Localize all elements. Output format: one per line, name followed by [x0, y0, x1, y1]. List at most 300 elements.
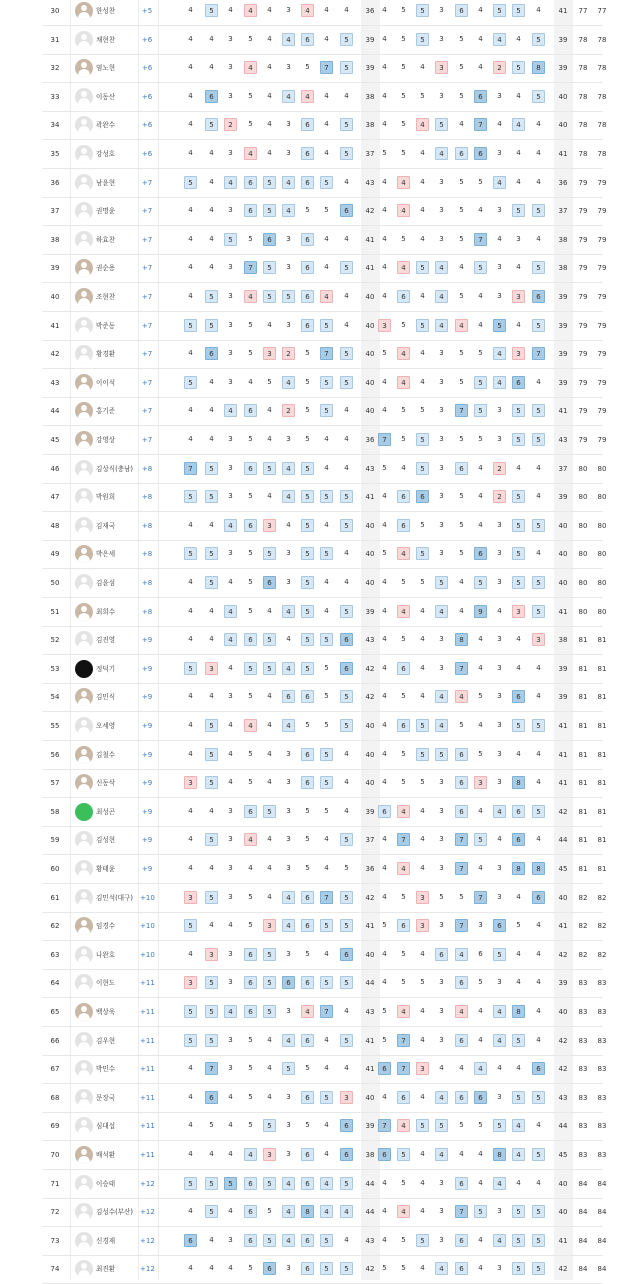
hole-score-3: 3	[228, 1035, 233, 1044]
back-hole-score-6: 5	[474, 376, 487, 389]
table-row[interactable]	[0, 855, 640, 884]
table-row[interactable]	[0, 54, 640, 83]
back-hole-score-4: 3	[439, 835, 444, 844]
r2-total: 81	[597, 722, 607, 730]
hole-score-4: 4	[248, 377, 253, 386]
avatar	[75, 603, 93, 621]
rank-cell: 50	[50, 579, 60, 587]
out-total: 42	[365, 693, 375, 702]
hole-score-7: 6	[301, 919, 314, 932]
hole-score-1: 5	[184, 547, 197, 560]
avatar-head-icon	[81, 234, 87, 240]
hole-score-3: 3	[228, 492, 233, 501]
player-name[interactable]: 채현찬	[96, 35, 116, 44]
hole-score-9: 5	[340, 147, 353, 160]
out-total: 40	[365, 407, 375, 416]
player-name[interactable]: 김재국	[96, 521, 116, 530]
player-name[interactable]: 권명윤	[96, 207, 116, 216]
avatar-body-icon	[78, 927, 90, 935]
avatar-body-icon	[78, 212, 90, 220]
back-hole-score-7: 4	[493, 805, 506, 818]
back-hole-score-2: 5	[401, 234, 406, 243]
back-hole-score-3: 5	[416, 261, 429, 274]
out-total: 38	[365, 92, 375, 101]
avatar	[75, 631, 93, 649]
table-row[interactable]	[0, 283, 640, 312]
hole-score-5: 5	[267, 1207, 272, 1216]
table-row[interactable]	[0, 1227, 640, 1256]
player-name[interactable]: 박원희	[96, 493, 116, 502]
hole-score-4: 5	[248, 1092, 253, 1101]
hole-score-6: 3	[286, 835, 291, 844]
hole-score-2: 7	[205, 1062, 218, 1075]
table-row[interactable]	[0, 0, 640, 26]
avatar	[75, 574, 93, 592]
r1-total: 83	[578, 1036, 588, 1045]
hole-score-3: 3	[228, 864, 233, 872]
hole-score-1: 5	[184, 319, 197, 332]
hole-score-1: 4	[188, 263, 193, 272]
hole-score-3: 2	[224, 118, 237, 131]
back-hole-score-1: 4	[382, 892, 387, 901]
back-hole-score-5: 6	[455, 776, 468, 789]
hole-score-8: 4	[320, 290, 333, 303]
hole-score-3: 4	[228, 721, 233, 729]
hole-score-4: 5	[248, 120, 253, 129]
back-hole-score-1: 3	[378, 319, 391, 332]
back-hole-score-6: 5	[474, 1205, 487, 1218]
hole-score-4: 6	[244, 519, 257, 532]
to-par: +7	[141, 207, 153, 216]
r1-total: 83	[578, 979, 588, 988]
rank-cell: 49	[50, 550, 60, 559]
rank-cell: 66	[50, 1036, 60, 1045]
back-hole-score-4: 3	[439, 1007, 444, 1015]
out-total: 40	[365, 378, 375, 387]
player-name[interactable]: 김진영	[96, 636, 116, 645]
back-hole-score-2: 5	[401, 34, 406, 43]
table-row[interactable]	[0, 884, 640, 913]
to-par: +8	[141, 464, 153, 473]
player-name[interactable]: 염노현	[96, 64, 116, 73]
avatar	[75, 889, 93, 907]
hole-score-7: 5	[301, 605, 314, 618]
player-name[interactable]: 신동삭	[96, 779, 116, 788]
table-row[interactable]	[0, 1055, 640, 1084]
player-name[interactable]: 오세영	[96, 722, 116, 730]
avatar-body-icon	[78, 899, 90, 907]
back-hole-score-5: 4	[455, 1005, 468, 1018]
back-hole-score-5: 4	[459, 578, 464, 586]
player-name[interactable]: 나완호	[96, 950, 116, 959]
player-name[interactable]: 이승태	[96, 1179, 116, 1188]
back-hole-score-9: 5	[532, 1148, 545, 1161]
hole-score-2: 4	[209, 921, 214, 930]
table-row[interactable]	[0, 397, 640, 426]
hole-score-1: 4	[188, 806, 193, 815]
table-row[interactable]	[0, 512, 640, 541]
table-row[interactable]	[0, 455, 640, 484]
avatar-head-icon	[81, 91, 87, 97]
back-hole-score-2: 6	[397, 662, 410, 675]
back-hole-score-3: 5	[416, 1234, 429, 1247]
hole-score-6: 4	[282, 1205, 295, 1218]
table-row[interactable]	[0, 569, 640, 598]
back-hole-score-1: 4	[382, 263, 387, 272]
table-row[interactable]	[0, 1112, 640, 1141]
table-row[interactable]	[0, 369, 640, 398]
hole-score-5: 4	[267, 835, 272, 844]
back-hole-score-9: 5	[532, 1205, 545, 1218]
hole-score-5: 4	[267, 864, 272, 872]
table-row[interactable]	[0, 1141, 640, 1170]
back-hole-score-8: 8	[512, 776, 525, 789]
out-total: 43	[365, 464, 375, 473]
player-name[interactable]: 김민식	[96, 693, 116, 702]
table-row[interactable]	[0, 197, 640, 226]
table-row[interactable]	[0, 483, 640, 512]
back-hole-score-9: 4	[536, 778, 541, 787]
player-name[interactable]: 박준동	[96, 321, 116, 330]
player-name[interactable]: 백상욱	[96, 1008, 116, 1016]
r2-total: 83	[597, 1093, 607, 1102]
to-par: +12	[140, 1208, 155, 1217]
hole-score-4: 6	[244, 462, 257, 475]
back-hole-score-5: 7	[455, 862, 468, 875]
table-row[interactable]	[0, 140, 640, 169]
hole-score-5: 4	[267, 6, 272, 14]
player-name[interactable]: 이현도	[96, 979, 116, 988]
table-row[interactable]	[0, 426, 640, 455]
hole-score-4: 5	[248, 692, 253, 701]
hole-score-7: 4	[301, 4, 314, 17]
player-name[interactable]: 김우현	[96, 1036, 116, 1045]
player-name[interactable]: 박민수	[96, 1065, 116, 1074]
hole-score-4: 4	[244, 147, 257, 160]
r1-total: 79	[578, 350, 588, 359]
hole-score-9: 6	[340, 948, 353, 961]
hole-score-6: 2	[282, 404, 295, 417]
hole-score-4: 5	[248, 320, 253, 329]
player-name[interactable]: 황경환	[96, 350, 116, 359]
back-hole-score-2: 5	[401, 978, 406, 987]
hole-score-7: 6	[301, 33, 314, 46]
table-row[interactable]	[0, 312, 640, 341]
hole-score-6: 3	[286, 435, 291, 443]
table-row[interactable]	[0, 83, 640, 112]
hole-score-1: 3	[184, 976, 197, 989]
back-hole-score-2: 6	[397, 919, 410, 932]
table-row[interactable]	[0, 912, 640, 941]
r1-total: 83	[578, 1151, 588, 1159]
hole-score-4: 4	[244, 4, 257, 17]
hole-score-2: 4	[209, 520, 214, 529]
table-row[interactable]	[0, 111, 640, 140]
table-row[interactable]	[0, 769, 640, 798]
player-name[interactable]: 강영상	[96, 436, 116, 444]
back-hole-score-1: 4	[382, 978, 387, 987]
r1-total: 84	[578, 1179, 588, 1188]
hole-score-4: 6	[244, 404, 257, 417]
table-row[interactable]	[0, 226, 640, 255]
hole-score-9: 6	[340, 633, 353, 646]
back-hole-score-2: 6	[397, 519, 410, 532]
table-row[interactable]	[0, 712, 640, 741]
avatar-head-icon	[81, 1092, 87, 1098]
back-hole-score-3: 4	[420, 949, 425, 958]
table-row[interactable]	[0, 998, 640, 1027]
hole-score-3: 3	[228, 263, 233, 272]
table-row[interactable]	[0, 1170, 640, 1199]
hole-score-4: 5	[248, 1035, 253, 1044]
back-hole-score-8: 5	[512, 576, 525, 589]
hole-score-4: 5	[248, 435, 253, 443]
back-hole-score-6: 5	[474, 404, 487, 417]
player-name[interactable]: 최희수	[96, 607, 116, 616]
table-row[interactable]	[0, 1027, 640, 1056]
hole-score-7: 5	[305, 406, 310, 415]
back-hole-score-8: 4	[516, 149, 521, 157]
hole-score-3: 3	[228, 349, 233, 358]
back-hole-score-1: 5	[382, 1264, 387, 1273]
avatar-body-icon	[78, 412, 90, 420]
hole-score-7: 5	[305, 206, 310, 215]
r1-total: 79	[578, 264, 588, 273]
avatar-head-icon	[81, 405, 87, 411]
rank-cell: 39	[50, 264, 60, 273]
in-total: 41	[558, 607, 568, 616]
hole-score-3: 4	[224, 1005, 237, 1018]
player-name[interactable]: 곽완수	[96, 121, 116, 130]
table-row[interactable]	[0, 340, 640, 369]
avatar-body-icon	[78, 641, 90, 649]
back-hole-score-9: 5	[532, 1234, 545, 1247]
player-name[interactable]: 남윤현	[96, 178, 116, 187]
r1-total: 81	[578, 779, 588, 788]
back-hole-score-4: 3	[439, 349, 444, 358]
hole-score-3: 3	[228, 463, 233, 472]
hole-score-2: 5	[205, 1005, 218, 1018]
to-par: +12	[140, 1236, 155, 1245]
in-total: 39	[558, 378, 568, 387]
player-name[interactable]: 배석환	[96, 1151, 116, 1159]
in-total: 38	[558, 264, 568, 273]
hole-score-4: 6	[244, 805, 257, 818]
hole-score-9: 5	[340, 376, 353, 389]
back-hole-score-9: 4	[536, 120, 541, 129]
player-name[interactable]: 최진환	[96, 1265, 116, 1274]
back-hole-score-6: 4	[478, 1178, 483, 1187]
avatar-head-icon	[81, 1206, 87, 1212]
player-name[interactable]: 김윤섬	[96, 579, 116, 587]
player-name[interactable]: 최성곤	[96, 807, 116, 816]
avatar	[75, 831, 93, 849]
back-hole-score-9: 5	[532, 1262, 545, 1275]
hole-score-7: 5	[305, 377, 310, 386]
r1-total: 77	[578, 7, 588, 15]
rank-cell: 57	[50, 779, 60, 788]
hole-score-3: 4	[228, 1121, 233, 1130]
back-hole-score-7: 3	[497, 1092, 502, 1101]
player-name[interactable]: 김민석(대구)	[96, 893, 133, 902]
out-total: 40	[365, 579, 375, 587]
out-total: 36	[365, 7, 375, 15]
avatar-head-icon	[81, 1035, 87, 1041]
hole-score-4: 5	[248, 749, 253, 758]
player-name[interactable]: 조현찬	[96, 293, 116, 301]
hole-score-3: 4	[228, 1207, 233, 1216]
rank-cell: 62	[50, 922, 60, 931]
back-hole-score-3: 4	[420, 1007, 425, 1015]
back-hole-score-6: 5	[478, 1121, 483, 1130]
table-row[interactable]	[0, 798, 640, 827]
back-hole-score-7: 3	[497, 292, 502, 300]
back-hole-score-5: 5	[459, 435, 464, 443]
back-hole-score-4: 5	[439, 892, 444, 901]
hole-score-3: 4	[228, 1264, 233, 1273]
player-name[interactable]: 박은세	[96, 550, 116, 559]
to-par: +11	[140, 1008, 155, 1016]
back-hole-score-9: 4	[536, 749, 541, 758]
hole-score-1: 4	[188, 606, 193, 615]
in-total: 38	[558, 636, 568, 645]
back-hole-score-5: 5	[459, 892, 464, 901]
avatar-head-icon	[81, 606, 87, 612]
hole-score-6: 3	[286, 949, 291, 958]
back-hole-score-1: 4	[382, 1092, 387, 1101]
hole-score-8: 5	[320, 633, 333, 646]
r1-total: 83	[578, 1008, 588, 1016]
hole-score-9: 4	[344, 6, 349, 14]
table-row[interactable]	[0, 1084, 640, 1113]
avatar	[75, 1117, 93, 1135]
hole-score-7: 5	[301, 490, 314, 503]
back-hole-score-7: 3	[497, 549, 502, 558]
r2-total: 79	[597, 207, 607, 216]
hole-score-5: 3	[263, 1148, 276, 1161]
in-total: 38	[558, 235, 568, 244]
hole-score-5: 4	[267, 778, 272, 787]
player-name[interactable]: 김성현	[96, 836, 116, 845]
avatar-body-icon	[78, 1013, 90, 1021]
hole-score-3: 3	[228, 320, 233, 329]
hole-score-7: 6	[301, 176, 314, 189]
table-row[interactable]	[0, 969, 640, 998]
player-name[interactable]: 정덕기	[96, 664, 116, 673]
hole-score-9: 5	[340, 118, 353, 131]
player-name[interactable]: 김상식(충남)	[96, 464, 133, 473]
in-total: 44	[558, 1122, 568, 1131]
table-row[interactable]	[0, 26, 640, 55]
hole-score-2: 4	[209, 406, 214, 415]
player-name[interactable]: 하효찬	[96, 235, 116, 244]
back-hole-score-2: 4	[397, 347, 410, 360]
in-total: 41	[558, 779, 568, 788]
player-name[interactable]: 이이석	[96, 378, 116, 387]
back-hole-score-3: 4	[420, 1092, 425, 1101]
hole-score-2: 6	[205, 90, 218, 103]
hole-score-9: 5	[340, 605, 353, 618]
back-hole-score-8: 6	[512, 805, 525, 818]
player-name[interactable]: 신경재	[96, 1236, 116, 1245]
player-name[interactable]: 문장국	[96, 1093, 116, 1102]
player-name[interactable]: 홍기준	[96, 407, 116, 416]
hole-score-4: 6	[244, 1177, 257, 1190]
hole-score-2: 5	[205, 1177, 218, 1190]
player-name[interactable]: 김철수	[96, 750, 116, 759]
back-hole-score-6: 4	[478, 492, 483, 501]
table-row[interactable]	[0, 598, 640, 627]
table-row[interactable]	[0, 626, 640, 655]
hole-score-7: 5	[301, 576, 314, 589]
back-hole-score-3: 4	[420, 1150, 425, 1158]
back-hole-score-7: 3	[497, 91, 502, 100]
player-name[interactable]: 임경수	[96, 922, 116, 931]
hole-score-1: 4	[188, 34, 193, 43]
back-hole-score-9: 5	[532, 576, 545, 589]
to-par: +12	[140, 1265, 155, 1274]
hole-score-7: 6	[301, 1148, 314, 1161]
hole-score-6: 3	[286, 778, 291, 787]
player-name[interactable]: 이동산	[96, 92, 116, 101]
table-row[interactable]	[0, 1198, 640, 1227]
hole-score-8: 7	[320, 891, 333, 904]
back-hole-score-7: 3	[497, 206, 502, 215]
avatar	[75, 717, 93, 735]
back-hole-score-5: 5	[459, 292, 464, 300]
player-name[interactable]: 강성호	[96, 150, 116, 158]
player-name[interactable]: 심대섭	[96, 1122, 116, 1131]
player-name[interactable]: 김성수(부산)	[96, 1208, 133, 1217]
back-hole-score-7: 4	[493, 1177, 506, 1190]
back-hole-score-2: 4	[397, 204, 410, 217]
table-row[interactable]	[0, 826, 640, 855]
player-name[interactable]: 권순용	[96, 264, 116, 273]
player-name[interactable]: 한성찬	[96, 7, 116, 15]
in-total: 45	[558, 865, 568, 873]
back-hole-score-6: 4	[478, 806, 483, 815]
back-hole-score-7: 3	[497, 721, 502, 729]
back-hole-score-1: 5	[382, 1035, 387, 1044]
in-total: 40	[558, 121, 568, 130]
hole-score-5: 4	[267, 606, 272, 615]
hole-score-8: 4	[324, 1121, 329, 1130]
table-row[interactable]	[0, 169, 640, 198]
table-row[interactable]	[0, 655, 640, 684]
player-name[interactable]: 황태윤	[96, 865, 116, 873]
rank-cell: 63	[50, 950, 60, 959]
avatar-head-icon	[81, 749, 87, 755]
in-total: 45	[558, 1151, 568, 1159]
table-row[interactable]	[0, 254, 640, 283]
hole-score-9: 5	[340, 261, 353, 274]
back-hole-score-3: 3	[416, 1062, 429, 1075]
table-row[interactable]	[0, 741, 640, 770]
back-hole-score-5: 7	[455, 404, 468, 417]
hole-score-9: 4	[344, 778, 349, 787]
in-total: 40	[558, 893, 568, 902]
back-hole-score-5: 5	[459, 177, 464, 186]
table-row[interactable]	[0, 941, 640, 970]
back-hole-score-4: 4	[435, 147, 448, 160]
table-row[interactable]	[0, 540, 640, 569]
avatar	[75, 174, 93, 192]
avatar	[75, 345, 93, 363]
avatar-head-icon	[81, 777, 87, 783]
back-hole-score-2: 5	[401, 892, 406, 901]
table-row[interactable]	[0, 683, 640, 712]
r2-total: 79	[597, 378, 607, 387]
